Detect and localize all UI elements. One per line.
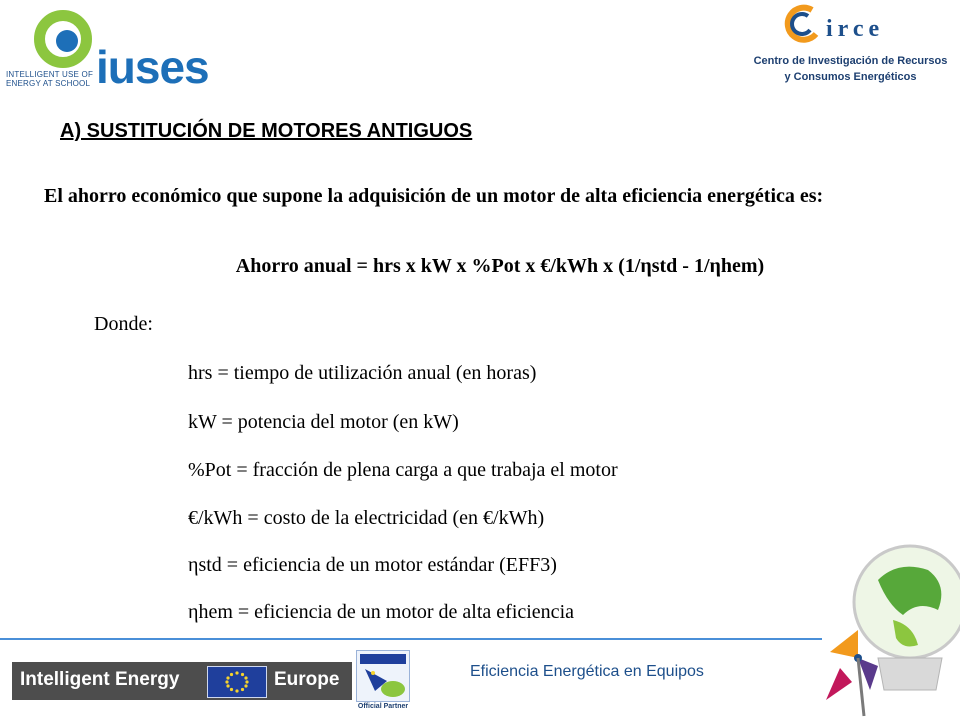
definition-eur-kwh: €/kWh = costo de la electricidad (en €/kWh) [188,507,545,529]
intelligent-energy-banner [12,662,352,700]
footer-divider [0,638,822,640]
definition-eta-std: ηstd = eficiencia de un motor estándar (EFF3) [188,554,557,576]
intro-paragraph: El ahorro económico que supone la adquisición de un motor de alta eficiencia energética es: [44,185,824,207]
definition-kw: kW = potencia del motor (en kW) [188,411,459,433]
circe-wordmark: irce [826,16,885,42]
iuses-wordmark: iuses [96,41,209,93]
eu-flag-icon [207,666,267,698]
circe-line2: y Consumos Energéticos [784,71,917,83]
eco-bulb-illustration-icon [818,540,960,720]
definition-eta-hem: ηhem = eficiencia de un motor de alta eficiencia [188,601,574,623]
footer-caption: Eficiencia Energética en Equipos [470,663,704,680]
iuses-tagline: INTELLIGENT USE OF ENERGY AT SCHOOL [6,70,94,88]
official-partner-logo [356,650,410,716]
section-title: A) SUSTITUCIÓN DE MOTORES ANTIGUOS [60,120,473,142]
partner-emblem-icon [356,650,410,702]
definition-pot: %Pot = fracción de plena carga a que trabaja el motor [188,459,618,481]
circe-line1: Centro de Investigación de Recursos [753,55,948,67]
savings-formula: Ahorro anual = hrs x kW x %Pot x €/kWh x (1/ηstd - 1/ηhem) [235,255,765,277]
banner-left-text: Intelligent Energy [20,669,180,690]
circe-logo [748,4,953,94]
partner-label: Official Partner [357,703,409,710]
definition-hrs: hrs = tiempo de utilización anual (en horas) [188,362,537,384]
iuses-logo [4,4,210,93]
circe-swirl-icon [782,4,822,44]
donde-label: Donde: [94,313,153,335]
iuses-dot-icon [56,30,78,52]
banner-right-text: Europe [274,669,340,690]
